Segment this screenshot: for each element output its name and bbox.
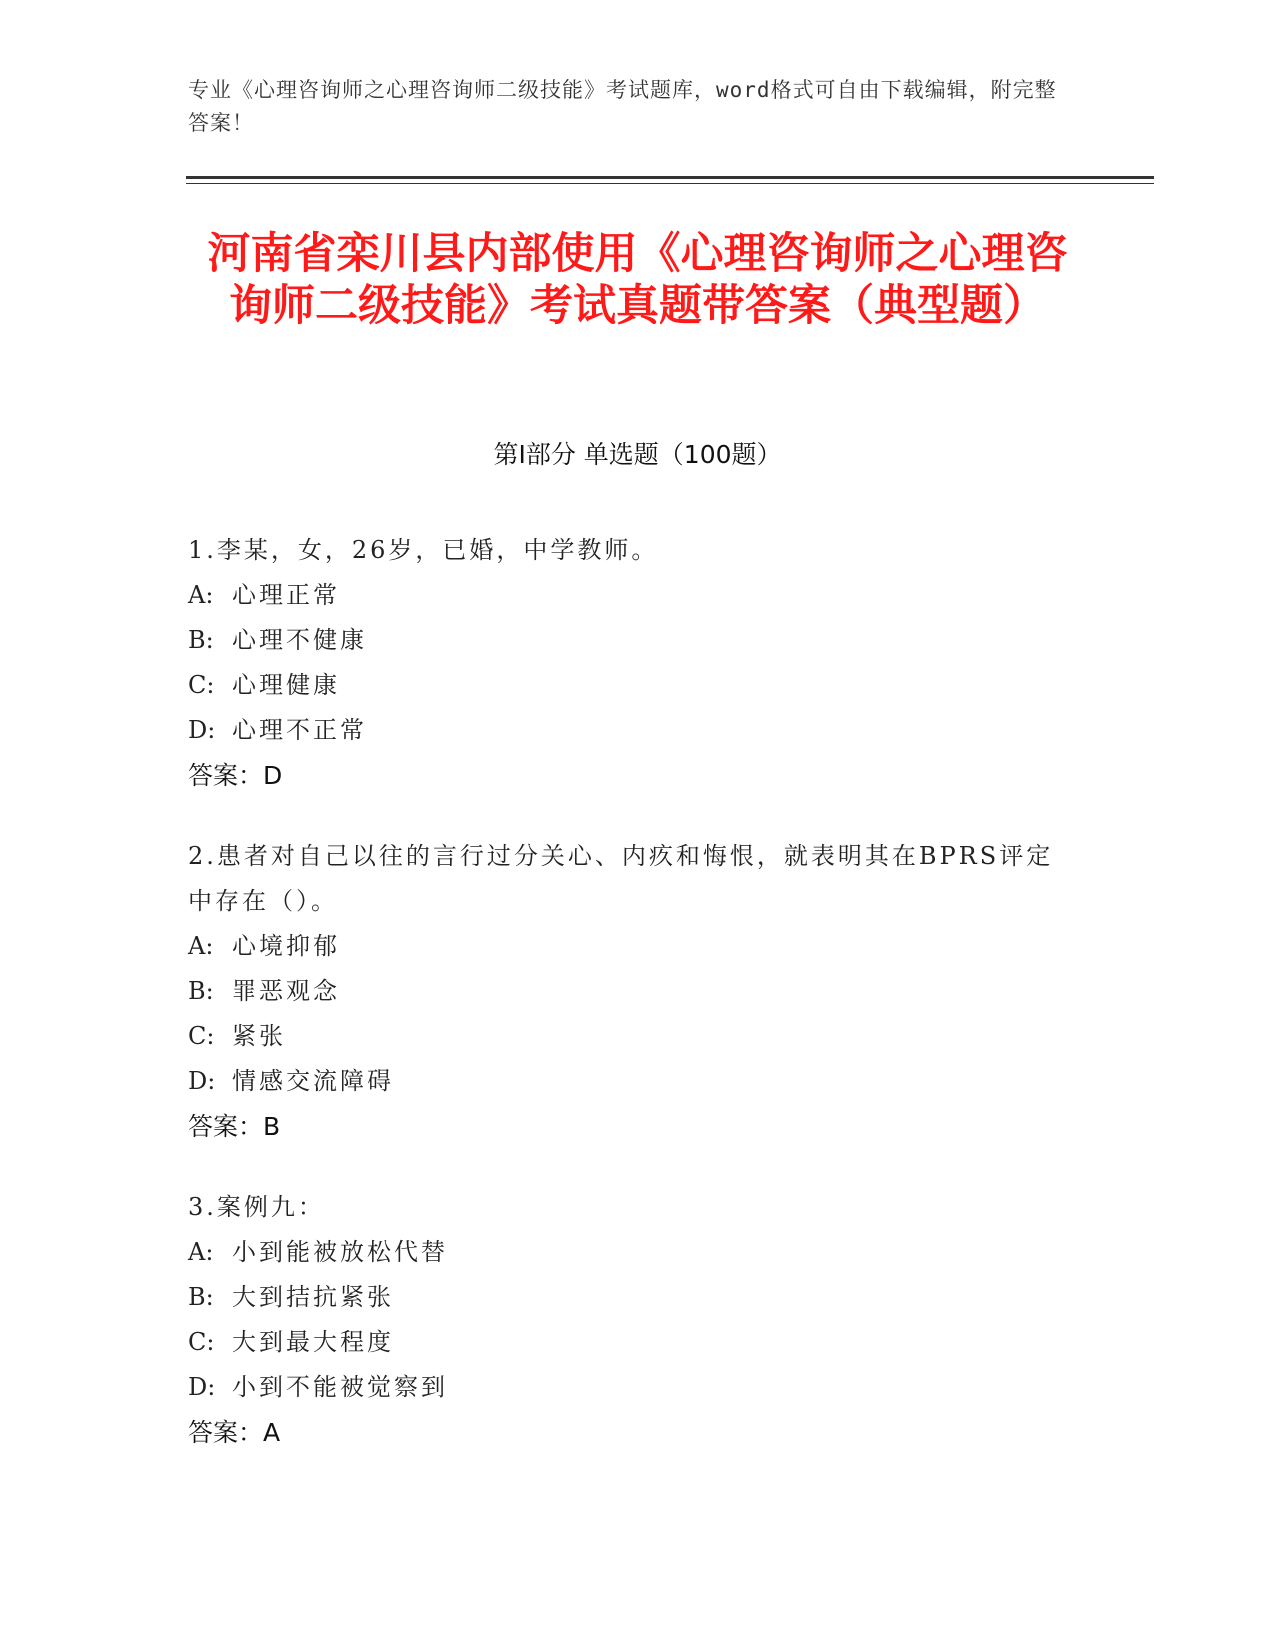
option-letter: D: [188, 1067, 216, 1095]
option-letter: B: [188, 626, 214, 654]
section-heading: 第I部分 单选题（100题） [493, 440, 782, 469]
option-text: 大到拮抗紧张 [232, 1283, 394, 1311]
option-a [188, 573, 1068, 618]
option-text: 大到最大程度 [232, 1328, 394, 1356]
question-1 [188, 528, 1068, 798]
option-c [188, 663, 1068, 708]
option-letter: C: [188, 1022, 215, 1050]
header-divider-thick [186, 176, 1154, 179]
option-letter: C: [188, 671, 215, 699]
option-letter: D: [188, 1373, 216, 1401]
option-c [188, 1320, 1068, 1365]
answer-line: 答案：A [188, 1418, 281, 1447]
option-a [188, 1230, 1068, 1275]
option-letter: C: [188, 1328, 215, 1356]
option-letter: A: [188, 932, 214, 960]
option-letter: A: [188, 1238, 214, 1266]
header-note: 专业《心理咨询师之心理咨询师二级技能》考试题库，word格式可自由下载编辑，附完整答案！ [188, 78, 1057, 135]
option-text: 小到不能被觉察到 [232, 1373, 448, 1401]
option-text: 心理健康 [232, 671, 340, 699]
option-b [188, 618, 1068, 663]
question-list [188, 528, 1068, 1491]
option-text: 心理正常 [232, 581, 340, 609]
option-b [188, 969, 1068, 1014]
option-a [188, 924, 1068, 969]
option-text: 情感交流障碍 [232, 1067, 394, 1095]
option-letter: D: [188, 716, 216, 744]
option-text: 心理不正常 [232, 716, 367, 744]
option-text: 心境抑郁 [232, 932, 340, 960]
option-text: 紧张 [232, 1022, 286, 1050]
question-stem: 2.患者对自己以往的言行过分关心、内疚和悔恨，就表明其在BPRS评定中存在（）。 [188, 842, 1054, 915]
option-d [188, 1365, 1068, 1410]
question-2 [188, 834, 1068, 1149]
document-title: 河南省栾川县内部使用《心理咨询师之心理咨询师二级技能》考试真题带答案（典型题） [207, 229, 1068, 331]
option-b [188, 1275, 1068, 1320]
option-d [188, 708, 1068, 753]
option-text: 罪恶观念 [232, 977, 340, 1005]
option-d [188, 1059, 1068, 1104]
option-letter: B: [188, 977, 214, 1005]
question-3 [188, 1185, 1068, 1455]
answer-line: 答案：B [188, 1112, 281, 1141]
option-text: 小到能被放松代替 [232, 1238, 448, 1266]
option-letter: A: [188, 581, 214, 609]
answer-line: 答案：D [188, 761, 283, 790]
option-text: 心理不健康 [232, 626, 367, 654]
question-stem: 1.李某，女，26岁，已婚，中学教师。 [188, 536, 659, 564]
header-divider-thin [186, 183, 1154, 184]
question-stem: 3.案例九： [188, 1193, 325, 1221]
option-letter: B: [188, 1283, 214, 1311]
option-c [188, 1014, 1068, 1059]
